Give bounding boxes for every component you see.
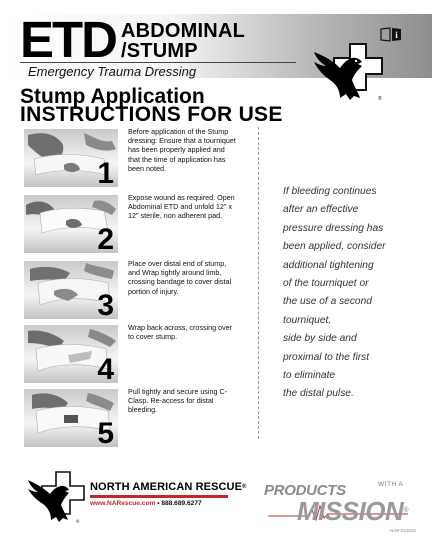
brand-underline <box>90 495 228 498</box>
note-line: been applied, consider <box>283 241 386 253</box>
note-line: the distal pulse. <box>283 388 354 400</box>
step-4-photo <box>24 325 118 383</box>
website-link[interactable]: www.NARescue.com <box>90 500 156 507</box>
contact-line <box>90 499 202 508</box>
note-line: additional tightening <box>283 259 374 271</box>
svg-text:®: ® <box>76 519 80 524</box>
note-line: of the tourniquet or <box>283 278 369 290</box>
brand-name: NORTH AMERICAN RESCUE® <box>90 481 247 493</box>
product-subtitle: Emergency Trauma Dressing <box>28 64 197 79</box>
page-title: Stump Application <box>20 85 205 108</box>
step-4-text: Wrap back across, crossing over to cover stump. <box>128 323 233 342</box>
step-2-text: Expose wound as required. Open Abdominal ETD and unfold 12" x 12" sterile, non adherent pad. <box>128 193 235 221</box>
step-1-number: 1 <box>97 157 114 187</box>
step-1-text: Before application of the Stump dressing: Ensure that a tourniquet has been properly applied and that the time of application has been noted. <box>128 127 236 173</box>
step-2-photo <box>24 195 118 253</box>
step-3-number: 3 <box>97 289 114 319</box>
eagle-cross-logo-small <box>26 468 92 526</box>
step-5-text: Pull tightly and secure using C-Clasp. Re-access for distal bleeding. <box>128 387 228 415</box>
note-line: If bleeding continues <box>283 186 377 197</box>
note-line: after an effective <box>283 204 359 216</box>
step-3-photo <box>24 261 118 319</box>
product-code: ETD <box>20 11 116 68</box>
step-5-number: 5 <box>97 417 114 447</box>
tagline-mission: MISSION® <box>297 496 408 526</box>
eagle-cross-logo <box>310 38 388 104</box>
tagline-with: WITH A <box>378 481 404 488</box>
note-line: pressure dressing has <box>283 222 384 234</box>
document-code: NAR-012915 <box>390 528 417 533</box>
step-1-photo <box>24 129 118 187</box>
step-3-text: Place over distal end of stump, and Wrap tightly around limb, crossing bandage to cover distal portion of injury. <box>128 259 232 296</box>
svg-text:i: i <box>395 30 398 40</box>
note-line: proximal to the first <box>283 351 370 363</box>
product-name-line2: /STUMP <box>121 40 198 62</box>
note-line: tourniquet, <box>283 314 332 326</box>
step-2-number: 2 <box>97 223 114 253</box>
product-name-line1: ABDOMINAL <box>121 20 246 42</box>
note-line: to eliminate <box>283 370 336 382</box>
phone-number: • 888.689.6277 <box>155 500 202 507</box>
bleeding-note <box>283 183 423 404</box>
column-divider <box>258 127 259 439</box>
note-line: side by side and <box>283 333 357 345</box>
svg-text:®: ® <box>378 96 382 102</box>
step-5-photo <box>24 389 118 447</box>
tagline-products: PRODUCTS <box>264 482 346 499</box>
step-4-number: 4 <box>97 353 114 383</box>
note-line: the use of a second <box>283 296 372 308</box>
page-subtitle: INSTRUCTIONS FOR USE <box>20 103 283 126</box>
